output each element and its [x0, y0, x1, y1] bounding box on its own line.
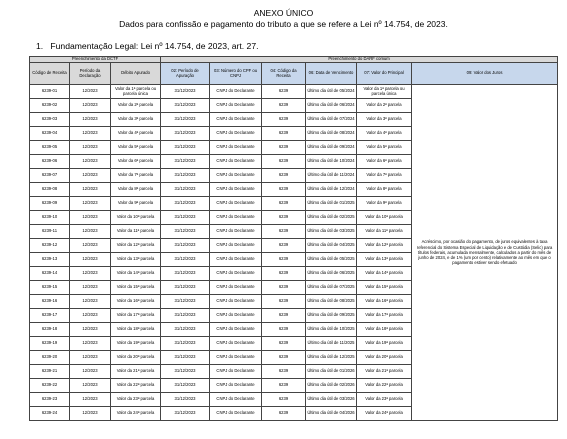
table-cell: 6239-16	[30, 295, 70, 309]
table-cell: Valor da 6ª parcela	[111, 155, 161, 169]
table-cell: Valor da 6ª parcela	[357, 155, 412, 169]
table-cell: Último dia útil de 08/2025	[306, 295, 357, 309]
table-cell: CNPJ do Declarante	[210, 169, 262, 183]
table-cell: 6239	[262, 169, 306, 183]
legal-basis	[36, 41, 259, 51]
table-cell: Valor da 14ª parcela	[357, 267, 412, 281]
table-cell: Valor da 9ª parcela	[111, 197, 161, 211]
table-cell: 31/12/2023	[161, 281, 210, 295]
table-cell: 31/12/2023	[161, 85, 210, 99]
table-cell: 12/2023	[70, 365, 111, 379]
table-cell: 6239	[262, 183, 306, 197]
table-cell: 6239-24	[30, 407, 70, 421]
annex-title: ANEXO ÚNICO	[253, 8, 314, 18]
col-header: 03: Número do CPF ou CNPJ	[210, 63, 262, 85]
table-cell: 6239-13	[30, 253, 70, 267]
table-cell: 31/12/2023	[161, 295, 210, 309]
table-cell: Valor da 10ª parcela	[111, 211, 161, 225]
table-cell: Último dia útil de 09/2025	[306, 309, 357, 323]
table-cell: Último dia útil de 01/2026	[306, 365, 357, 379]
table-cell: Valor da 7ª parcela	[357, 169, 412, 183]
table-cell: Último dia útil de 09/2024	[306, 141, 357, 155]
table-cell: Último dia útil de 08/2024	[306, 127, 357, 141]
table-cell: Valor da 16ª parcela	[111, 295, 161, 309]
table-cell: Valor da 10ª parcela	[357, 211, 412, 225]
table-cell: 12/2023	[70, 393, 111, 407]
table-cell: 6239	[262, 85, 306, 99]
table-cell: 6239	[262, 253, 306, 267]
table-cell: 31/12/2023	[161, 337, 210, 351]
table-cell: 6239-05	[30, 141, 70, 155]
col-header: 06: Data de Vencimento	[306, 63, 357, 85]
table-cell: CNPJ do Declarante	[210, 85, 262, 99]
table-cell: 31/12/2023	[161, 127, 210, 141]
table-cell: 12/2023	[70, 379, 111, 393]
payment-table	[29, 56, 558, 421]
table-cell: 6239	[262, 393, 306, 407]
table-cell: Valor da 1ª parcela ou parcela única	[357, 85, 412, 99]
table-cell: 6239	[262, 295, 306, 309]
col-header: 04: Código da Receita	[262, 63, 306, 85]
table-cell: 12/2023	[70, 85, 111, 99]
table-cell: 6239	[262, 309, 306, 323]
table-cell: CNPJ do Declarante	[210, 407, 262, 421]
table-cell: Valor da 22ª parcela	[357, 379, 412, 393]
table-cell: 31/12/2023	[161, 99, 210, 113]
table-cell: Valor da 23ª parcela	[111, 393, 161, 407]
table-cell: 6239	[262, 127, 306, 141]
table-cell: 31/12/2023	[161, 267, 210, 281]
table-cell: 6239-15	[30, 281, 70, 295]
table-cell: 31/12/2023	[161, 309, 210, 323]
table-cell: 12/2023	[70, 295, 111, 309]
table-cell: Valor da 15ª parcela	[357, 281, 412, 295]
group-dctf: Preenchimento da DCTF	[30, 57, 161, 63]
table-cell: 31/12/2023	[161, 393, 210, 407]
table-cell: 12/2023	[70, 113, 111, 127]
col-header: Débito Apurado	[111, 63, 161, 85]
table-cell: 6239	[262, 365, 306, 379]
table-cell: 31/12/2023	[161, 239, 210, 253]
table-cell: 12/2023	[70, 141, 111, 155]
table-cell: 12/2023	[70, 253, 111, 267]
table-cell: 6239-08	[30, 183, 70, 197]
table-cell: 12/2023	[70, 183, 111, 197]
table-cell: 12/2023	[70, 351, 111, 365]
table-cell: 12/2023	[70, 197, 111, 211]
table-cell: Valor da 17ª parcela	[357, 309, 412, 323]
table-cell: Valor da 3ª parcela	[111, 113, 161, 127]
table-cell: 6239	[262, 99, 306, 113]
table-cell: 6239-03	[30, 113, 70, 127]
table-cell: Último dia útil de 03/2025	[306, 225, 357, 239]
table-cell: Último dia útil de 03/2026	[306, 393, 357, 407]
table-cell: CNPJ do Declarante	[210, 393, 262, 407]
table-cell: Último dia útil de 07/2024	[306, 113, 357, 127]
table-cell: CNPJ do Declarante	[210, 309, 262, 323]
table-cell: CNPJ do Declarante	[210, 295, 262, 309]
table-cell: 6239-11	[30, 225, 70, 239]
table-cell: Valor da 7ª parcela	[111, 169, 161, 183]
table-cell: 31/12/2023	[161, 141, 210, 155]
table-cell: 12/2023	[70, 127, 111, 141]
table-cell: 12/2023	[70, 99, 111, 113]
table-cell: 6239	[262, 337, 306, 351]
table-cell: 31/12/2023	[161, 169, 210, 183]
table-cell: Último dia útil de 12/2025	[306, 351, 357, 365]
table-cell: CNPJ do Declarante	[210, 183, 262, 197]
table-cell: Valor da 4ª parcela	[111, 127, 161, 141]
table-cell: 12/2023	[70, 323, 111, 337]
table-cell: 31/12/2023	[161, 225, 210, 239]
table-cell: CNPJ do Declarante	[210, 379, 262, 393]
table-cell: 31/12/2023	[161, 379, 210, 393]
table-cell: Valor da 11ª parcela	[357, 225, 412, 239]
table-cell: 6239	[262, 351, 306, 365]
table-cell: 6239-07	[30, 169, 70, 183]
table-cell: Valor da 2ª parcela	[357, 99, 412, 113]
table-cell: 6239-19	[30, 337, 70, 351]
table-cell: Valor da 19ª parcela	[111, 337, 161, 351]
table-cell: Valor da 23ª parcela	[357, 393, 412, 407]
table-cell: Valor da 18ª parcela	[357, 323, 412, 337]
table-cell: Valor da 24ª parcela	[111, 407, 161, 421]
table-cell: Valor da 14ª parcela	[111, 267, 161, 281]
col-header: 09: Valor dos Juros	[412, 63, 558, 85]
table-cell: Último dia útil de 05/2024	[306, 85, 357, 99]
table-cell: Valor da 19ª parcela	[357, 337, 412, 351]
table-cell: CNPJ do Declarante	[210, 113, 262, 127]
table-cell: 12/2023	[70, 225, 111, 239]
table-cell: 12/2023	[70, 337, 111, 351]
table-cell: Valor da 8ª parcela	[357, 183, 412, 197]
document-heading	[0, 8, 567, 30]
table-cell: Valor da 8ª parcela	[111, 183, 161, 197]
table-cell: CNPJ do Declarante	[210, 253, 262, 267]
table-cell: Último dia útil de 04/2025	[306, 239, 357, 253]
table-cell: 31/12/2023	[161, 113, 210, 127]
section-number: 1.	[36, 41, 44, 51]
table-cell: 31/12/2023	[161, 351, 210, 365]
col-header: Código de Receita	[30, 63, 70, 85]
table-cell: Valor da 21ª parcela	[111, 365, 161, 379]
table-cell: CNPJ do Declarante	[210, 99, 262, 113]
table-cell: Valor da 12ª parcela	[357, 239, 412, 253]
table-cell: Valor da 3ª parcela	[357, 113, 412, 127]
table-cell: Último dia útil de 05/2025	[306, 253, 357, 267]
table-cell: 12/2023	[70, 309, 111, 323]
table-cell: Valor da 21ª parcela	[357, 365, 412, 379]
table-cell: 6239-14	[30, 267, 70, 281]
table-row	[30, 85, 558, 99]
table-cell: Valor da 13ª parcela	[111, 253, 161, 267]
table-cell: CNPJ do Declarante	[210, 155, 262, 169]
table-cell: Valor da 11ª parcela	[111, 225, 161, 239]
table-cell: 6239	[262, 239, 306, 253]
table-cell: 12/2023	[70, 267, 111, 281]
table-cell: 31/12/2023	[161, 197, 210, 211]
table-cell: CNPJ do Declarante	[210, 211, 262, 225]
table-cell: CNPJ do Declarante	[210, 127, 262, 141]
table-cell: 6239-06	[30, 155, 70, 169]
table-cell: 31/12/2023	[161, 407, 210, 421]
table-cell: 6239-02	[30, 99, 70, 113]
table-cell: Último dia útil de 10/2024	[306, 155, 357, 169]
table-cell: 6239	[262, 141, 306, 155]
table-cell: 6239	[262, 407, 306, 421]
table-cell: Valor da 20ª parcela	[111, 351, 161, 365]
table-cell: 6239	[262, 267, 306, 281]
col-header: 02: Período de Apuração	[161, 63, 210, 85]
table-cell: 6239-10	[30, 211, 70, 225]
table-cell: 12/2023	[70, 169, 111, 183]
table-cell: Valor da 1ª parcela ou parcela única	[111, 85, 161, 99]
table-cell: Último dia útil de 01/2025	[306, 197, 357, 211]
table-cell: CNPJ do Declarante	[210, 337, 262, 351]
table-cell: Último dia útil de 06/2025	[306, 267, 357, 281]
juros-description: Acréscimo, por ocasião do pagamento, de juros equivalentes à taxa referencial do Sistema Especial de Liquidação e de Custódia (Selic) para títulos federais, acumulada mensalmente, calculados a partir do mês de junho de 2024, e de 1% (um por cento) relativamente ao mês em que o pagamento estiver sendo efetuado	[412, 85, 558, 421]
table-cell: Valor da 24ª parcela	[357, 407, 412, 421]
table-cell: 6239-17	[30, 309, 70, 323]
table-cell: Último dia útil de 06/2024	[306, 99, 357, 113]
table-cell: 6239	[262, 113, 306, 127]
table-cell: Valor da 2ª parcela	[111, 99, 161, 113]
table-cell: Valor da 20ª parcela	[357, 351, 412, 365]
table-cell: CNPJ do Declarante	[210, 351, 262, 365]
table-cell: CNPJ do Declarante	[210, 225, 262, 239]
table-cell: 12/2023	[70, 281, 111, 295]
table-cell: 31/12/2023	[161, 323, 210, 337]
table-header-row	[30, 63, 558, 85]
table-cell: Último dia útil de 11/2024	[306, 169, 357, 183]
table-cell: Valor da 18ª parcela	[111, 323, 161, 337]
table-cell: Valor da 13ª parcela	[357, 253, 412, 267]
table-cell: 12/2023	[70, 407, 111, 421]
table-cell: Último dia útil de 07/2025	[306, 281, 357, 295]
table-cell: Último dia útil de 02/2026	[306, 379, 357, 393]
table-cell: Valor da 5ª parcela	[111, 141, 161, 155]
table-cell: 31/12/2023	[161, 211, 210, 225]
table-cell: 6239-09	[30, 197, 70, 211]
table-cell: 6239-21	[30, 365, 70, 379]
table-cell: 6239-01	[30, 85, 70, 99]
table-cell: 6239	[262, 281, 306, 295]
table-cell: 31/12/2023	[161, 155, 210, 169]
table-cell: 12/2023	[70, 155, 111, 169]
table-cell: Valor da 5ª parcela	[357, 141, 412, 155]
section-text: Fundamentação Legal: Lei nº 14.754, de 2023, art. 27.	[50, 41, 259, 51]
annex-subtitle: Dados para confissão e pagamento do tributo a que se refere a Lei nº 14.754, de 2023.	[119, 19, 448, 29]
table-cell: CNPJ do Declarante	[210, 197, 262, 211]
table-cell: CNPJ do Declarante	[210, 141, 262, 155]
table-cell: 6239	[262, 155, 306, 169]
table-cell: 6239	[262, 225, 306, 239]
table-cell: Último dia útil de 02/2025	[306, 211, 357, 225]
table-cell: CNPJ do Declarante	[210, 323, 262, 337]
table-cell: Último dia útil de 12/2024	[306, 183, 357, 197]
table-cell: 6239-23	[30, 393, 70, 407]
table-cell: Último dia útil de 04/2026	[306, 407, 357, 421]
table-cell: 6239-04	[30, 127, 70, 141]
table-body	[30, 85, 558, 421]
table-cell: 6239-18	[30, 323, 70, 337]
group-darf: Preenchimento do DARF comum	[161, 57, 558, 63]
table-cell: 6239	[262, 197, 306, 211]
table-cell: Valor da 15ª parcela	[111, 281, 161, 295]
table-cell: Valor da 12ª parcela	[111, 239, 161, 253]
table-cell: 31/12/2023	[161, 253, 210, 267]
table-cell: 6239-22	[30, 379, 70, 393]
table-cell: 6239	[262, 211, 306, 225]
table-cell: Valor da 4ª parcela	[357, 127, 412, 141]
table-cell: 31/12/2023	[161, 365, 210, 379]
table-cell: 6239-20	[30, 351, 70, 365]
table-cell: 6239-12	[30, 239, 70, 253]
table-cell: Valor da 22ª parcela	[111, 379, 161, 393]
table-cell: Valor da 9ª parcela	[357, 197, 412, 211]
table-cell: 6239	[262, 379, 306, 393]
table-cell: 12/2023	[70, 239, 111, 253]
col-header: Período da Declaração	[70, 63, 111, 85]
table-cell: 6239	[262, 323, 306, 337]
col-header: 07: Valor do Principal	[357, 63, 412, 85]
table-cell: 12/2023	[70, 211, 111, 225]
table-cell: CNPJ do Declarante	[210, 267, 262, 281]
table-cell: CNPJ do Declarante	[210, 281, 262, 295]
table-cell: 31/12/2023	[161, 183, 210, 197]
table-cell: CNPJ do Declarante	[210, 239, 262, 253]
table-cell: Valor da 17ª parcela	[111, 309, 161, 323]
table-cell: Último dia útil de 10/2025	[306, 323, 357, 337]
table-cell: Último dia útil de 11/2025	[306, 337, 357, 351]
table-cell: Valor da 16ª parcela	[357, 295, 412, 309]
table-cell: CNPJ do Declarante	[210, 365, 262, 379]
